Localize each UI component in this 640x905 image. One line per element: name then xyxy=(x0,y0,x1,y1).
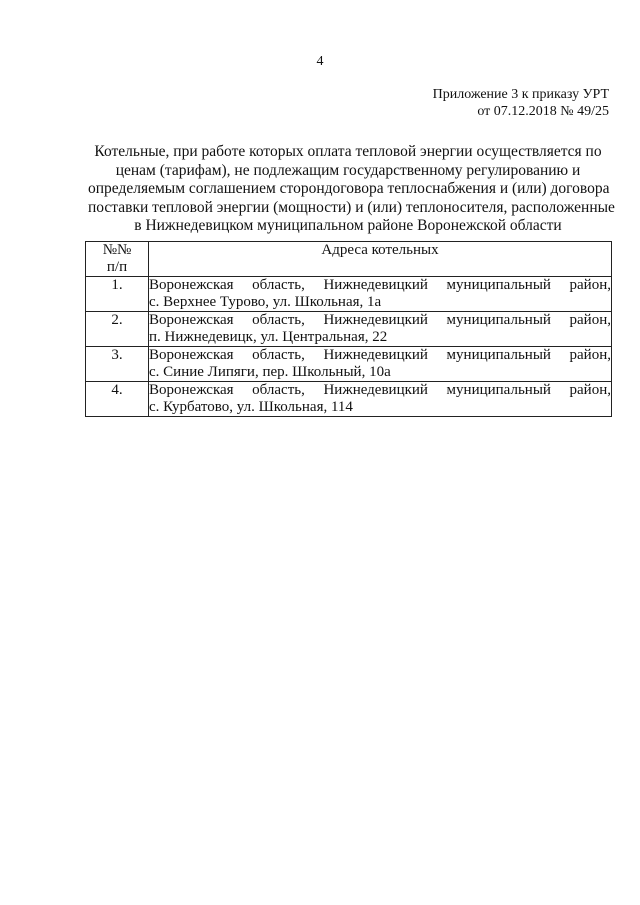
table-row xyxy=(86,347,612,382)
header-number-label: №№ xyxy=(102,242,132,258)
title-line: определяемым соглашением сторондоговора теплоснабжения и (или) договора xyxy=(88,180,610,197)
row-number: 4. xyxy=(86,382,149,417)
address-locality-line: с. Синие Липяги, пер. Школьный, 10а xyxy=(149,364,391,380)
address-cell xyxy=(149,312,612,347)
header-number-column xyxy=(86,242,149,277)
table-header-row xyxy=(86,242,612,277)
address-region-line: Воронежская область, Нижнедевицкий муниципальный район, xyxy=(149,382,611,398)
address-locality-line: с. Курбатово, ул. Школьная, 114 xyxy=(149,399,353,415)
address-cell xyxy=(149,382,612,417)
address-locality-line: п. Нижнедевицк, ул. Центральная, 22 xyxy=(149,329,388,345)
document-title xyxy=(88,143,615,236)
address-region-line: Воронежская область, Нижнедевицкий муниципальный район, xyxy=(149,277,611,293)
page-number: 4 xyxy=(316,54,324,69)
address-cell xyxy=(149,277,612,312)
row-number: 1. xyxy=(86,277,149,312)
title-line: поставки тепловой энергии (мощности) и (или) теплоносителя, расположенные xyxy=(88,198,615,216)
table-row xyxy=(86,277,612,312)
appendix-reference-line: Приложение 3 к приказу УРТ xyxy=(432,87,609,102)
address-region-line: Воронежская область, Нижнедевицкий муниципальный район, xyxy=(149,312,611,328)
boiler-houses-table xyxy=(85,241,612,417)
appendix-order-date-number: от 07.12.2018 № 49/25 xyxy=(477,104,609,119)
title-line: Котельные, при работе которых оплата тепловой энергии осуществляется по xyxy=(94,143,602,160)
address-cell xyxy=(149,347,612,382)
address-locality-line: с. Верхнее Турово, ул. Школьная, 1а xyxy=(149,294,382,310)
table-row xyxy=(86,382,612,417)
appendix-reference xyxy=(433,86,609,120)
address-region-line: Воронежская область, Нижнедевицкий муниципальный район, xyxy=(149,347,611,363)
row-number: 2. xyxy=(86,312,149,347)
title-line: в Нижнедевицком муниципальном районе Воронежской области xyxy=(134,217,562,234)
table-row xyxy=(86,312,612,347)
header-number-sublabel: п/п xyxy=(106,259,128,275)
header-address-column: Адреса котельных xyxy=(149,242,612,277)
row-number: 3. xyxy=(86,347,149,382)
title-line: ценам (тарифам), не подлежащим государственному регулированию и xyxy=(115,161,581,179)
